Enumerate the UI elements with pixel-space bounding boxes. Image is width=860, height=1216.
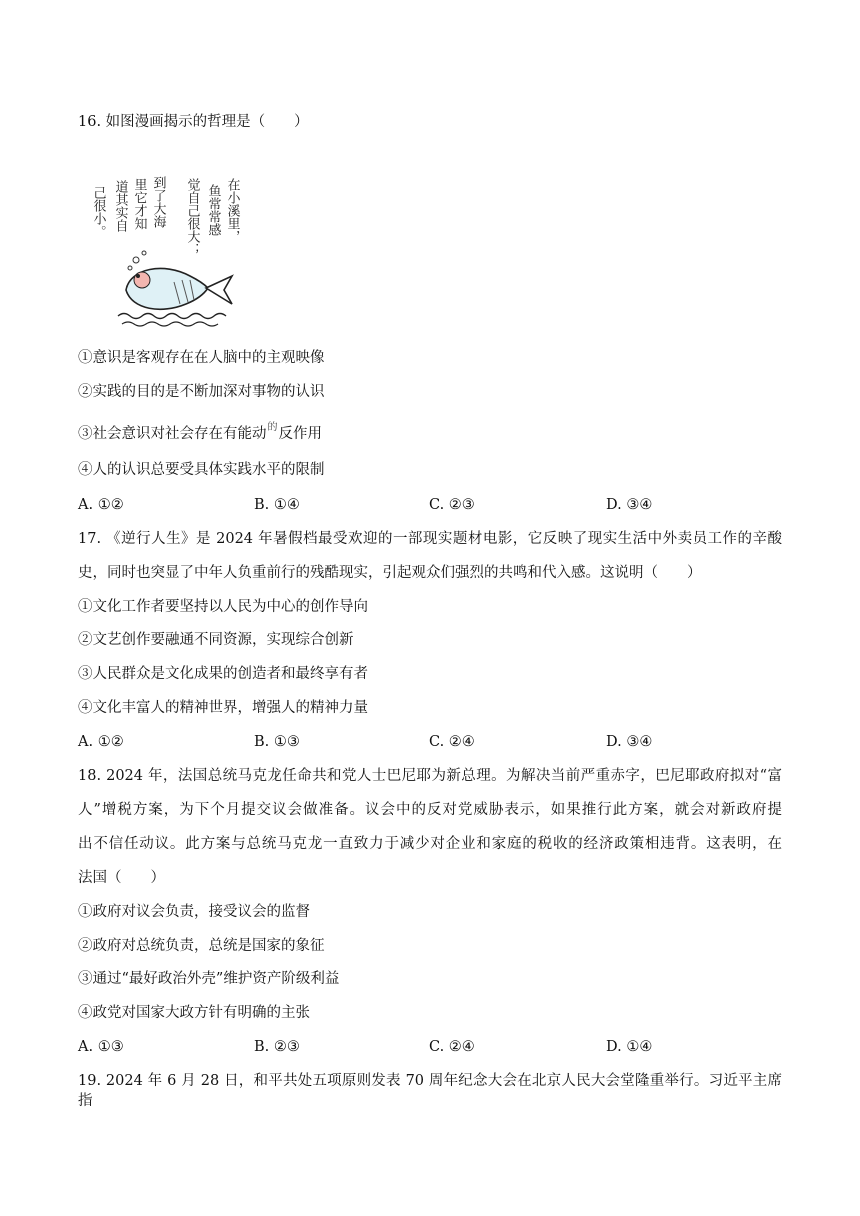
q17-option-b[interactable]: B. ①③ bbox=[254, 734, 300, 750]
q16-item-3-before: ③社会意识对社会存在有能动 bbox=[78, 426, 267, 442]
q17-item-1: ①文化工作者要坚持以人民为中心的创作导向 bbox=[78, 599, 368, 615]
fish-cartoon-image bbox=[86, 164, 248, 332]
q16-option-d[interactable]: D. ③④ bbox=[606, 497, 653, 513]
cartoon-col-2: 鱼常常感 bbox=[205, 184, 221, 236]
q17-item-4: ④文化丰富人的精神世界，增强人的精神力量 bbox=[78, 700, 368, 716]
q17-item-3: ③人民群众是文化成果的创造者和最终享有者 bbox=[78, 666, 368, 682]
q17-item-2: ②文艺创作要融通不同资源，实现综合创新 bbox=[78, 632, 354, 648]
cartoon-col-3: 觉自己很大； bbox=[184, 178, 200, 256]
cartoon-col-1: 在小溪里， bbox=[224, 178, 240, 243]
q18-stem-line-4: 法国（ ） bbox=[78, 870, 165, 886]
q16-item-3 bbox=[78, 424, 322, 446]
q17-stem-line-1: 17. 《逆行人生》是 2024 年暑假档最受欢迎的一部现实题材电影，它反映了现实生活中外卖员工作的辛酸 bbox=[78, 531, 782, 547]
q18-option-d[interactable]: D. ①④ bbox=[606, 1039, 653, 1055]
q16-options bbox=[78, 495, 782, 515]
q19-stem-line-1: 19. 2024 年 6 月 28 日，和平共处五项原则发表 70 周年纪念大会在北京人民大会堂隆重举行。习近平主席指 bbox=[78, 1073, 782, 1109]
q18-option-b[interactable]: B. ②③ bbox=[254, 1039, 300, 1055]
q17-option-c[interactable]: C. ②④ bbox=[429, 734, 475, 750]
q16-item-3-small-char: 的 bbox=[267, 422, 278, 433]
q18-option-a[interactable]: A. ①③ bbox=[78, 1039, 124, 1055]
q18-options bbox=[78, 1037, 782, 1057]
q16-option-c[interactable]: C. ②③ bbox=[429, 497, 475, 513]
cartoon-col-4: 到了大海 bbox=[150, 176, 166, 228]
q17-option-d[interactable]: D. ③④ bbox=[606, 734, 653, 750]
q18-item-4: ④政党对国家大政方针有明确的主张 bbox=[78, 1005, 310, 1021]
q16-item-3-after: 反作用 bbox=[278, 426, 322, 442]
q17-option-a[interactable]: A. ①② bbox=[78, 734, 124, 750]
q16-item-2: ②实践的目的是不断加深对事物的认识 bbox=[78, 384, 325, 400]
q16-stem: 16. 如图漫画揭示的哲理是（ ） bbox=[78, 114, 309, 130]
q17-stem-line-2: 史，同时也突显了中年人负重前行的残酷现实，引起观众们强烈的共鸣和代入感。这说明（ ） bbox=[78, 565, 702, 581]
q16-item-1: ①意识是客观存在在人脑中的主观映像 bbox=[78, 350, 325, 366]
cartoon-col-5: 里它才知 bbox=[131, 178, 147, 230]
q18-item-3: ③通过“最好政治外壳”维护资产阶级利益 bbox=[78, 971, 340, 987]
q16-option-a[interactable]: A. ①② bbox=[78, 497, 124, 513]
q18-stem-line-3: 出不信任动议。此方案与总统马克龙一直致力于减少对企业和家庭的税收的经济政策相违背。这表明，在 bbox=[78, 836, 782, 852]
cartoon-col-7: 己很小。 bbox=[90, 186, 106, 238]
q18-item-2: ②政府对总统负责，总统是国家的象征 bbox=[78, 938, 325, 954]
q18-item-1: ①政府对议会负责，接受议会的监督 bbox=[78, 904, 310, 920]
q18-stem-line-1: 18. 2024 年，法国总统马克龙任命共和党人士巴尼耶为新总理。为解决当前严重赤字，巴尼耶政府拟对“富 bbox=[78, 768, 782, 784]
cartoon-col-6: 道其实自 bbox=[112, 180, 128, 232]
q16-option-b[interactable]: B. ①④ bbox=[254, 497, 300, 513]
q16-item-4: ④人的认识总要受具体实践水平的限制 bbox=[78, 462, 325, 478]
q18-option-c[interactable]: C. ②④ bbox=[429, 1039, 475, 1055]
q18-stem-line-2: 人”增税方案，为下个月提交议会做准备。议会中的反对党威胁表示，如果推行此方案，就会对新政府提 bbox=[78, 802, 782, 818]
q17-options bbox=[78, 732, 782, 752]
